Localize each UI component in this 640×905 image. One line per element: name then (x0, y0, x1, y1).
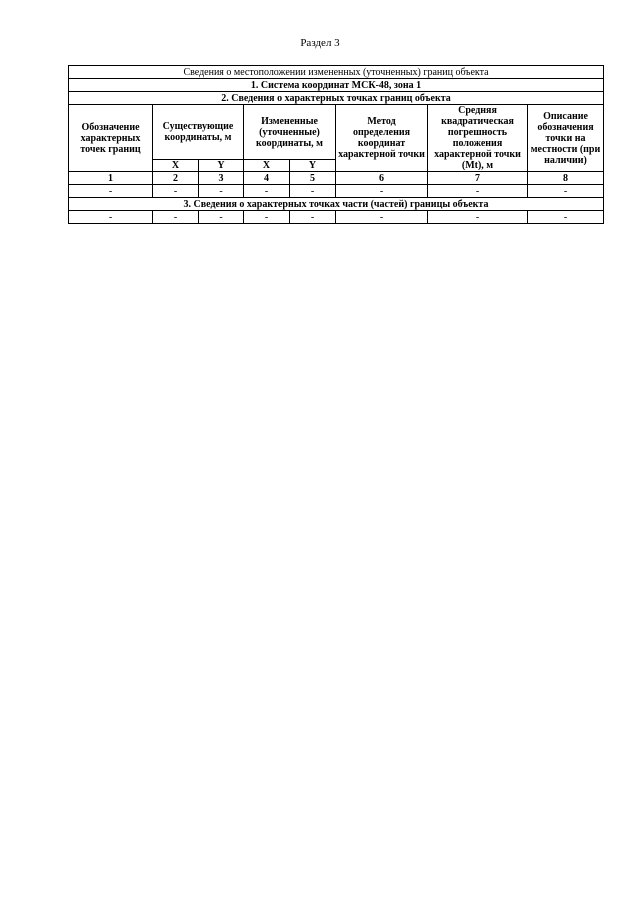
header-existing-coords: Существующие координаты, м (153, 105, 244, 160)
part-heading-row: 3. Сведения о характерных точках части (частей) границы объекта (69, 198, 604, 211)
coord-system-row: 1. Система координат МСК-48, зона 1 (69, 79, 604, 92)
table-cell: - (199, 211, 244, 224)
column-number: 2 (153, 172, 199, 185)
table-row (69, 211, 604, 224)
column-number: 1 (69, 172, 153, 185)
table-cell: - (428, 211, 528, 224)
column-number: 6 (336, 172, 428, 185)
table-caption: Сведения о местоположении измененных (уточненных) границ объекта (69, 66, 604, 79)
column-number: 3 (199, 172, 244, 185)
header-existing-y: Y (199, 160, 244, 172)
header-existing-x: X (153, 160, 199, 172)
header-changed-y: Y (290, 160, 336, 172)
table-cell: - (153, 211, 199, 224)
header-method: Метод определения координат характерной точки (336, 105, 428, 172)
table-cell: - (290, 185, 336, 198)
section-title: Раздел 3 (300, 37, 340, 49)
table-cell: - (244, 211, 290, 224)
boundary-table (68, 65, 604, 224)
points-heading-row: 2. Сведения о характерных точках границ объекта (69, 92, 604, 105)
column-numbers-row (69, 172, 604, 185)
column-number: 5 (290, 172, 336, 185)
header-designation: Обозначение характерных точек границ (69, 105, 153, 172)
table-cell: - (290, 211, 336, 224)
table-cell: - (528, 185, 604, 198)
column-number: 7 (428, 172, 528, 185)
header-changed-x: X (244, 160, 290, 172)
table-cell: - (69, 211, 153, 224)
header-mean-error: Средняя квадратическая погрешность положения характерной точки (Mt), м (428, 105, 528, 172)
table-cell: - (199, 185, 244, 198)
header-description: Описание обозначения точки на местности (при наличии) (528, 105, 604, 172)
header-changed-coords: Измененные (уточненные) координаты, м (244, 105, 336, 160)
table-row (69, 185, 604, 198)
table-cell: - (336, 211, 428, 224)
column-number: 4 (244, 172, 290, 185)
table-cell: - (153, 185, 199, 198)
table-cell: - (336, 185, 428, 198)
table-cell: - (428, 185, 528, 198)
table-cell: - (244, 185, 290, 198)
table-cell: - (528, 211, 604, 224)
column-number: 8 (528, 172, 604, 185)
table-cell: - (69, 185, 153, 198)
